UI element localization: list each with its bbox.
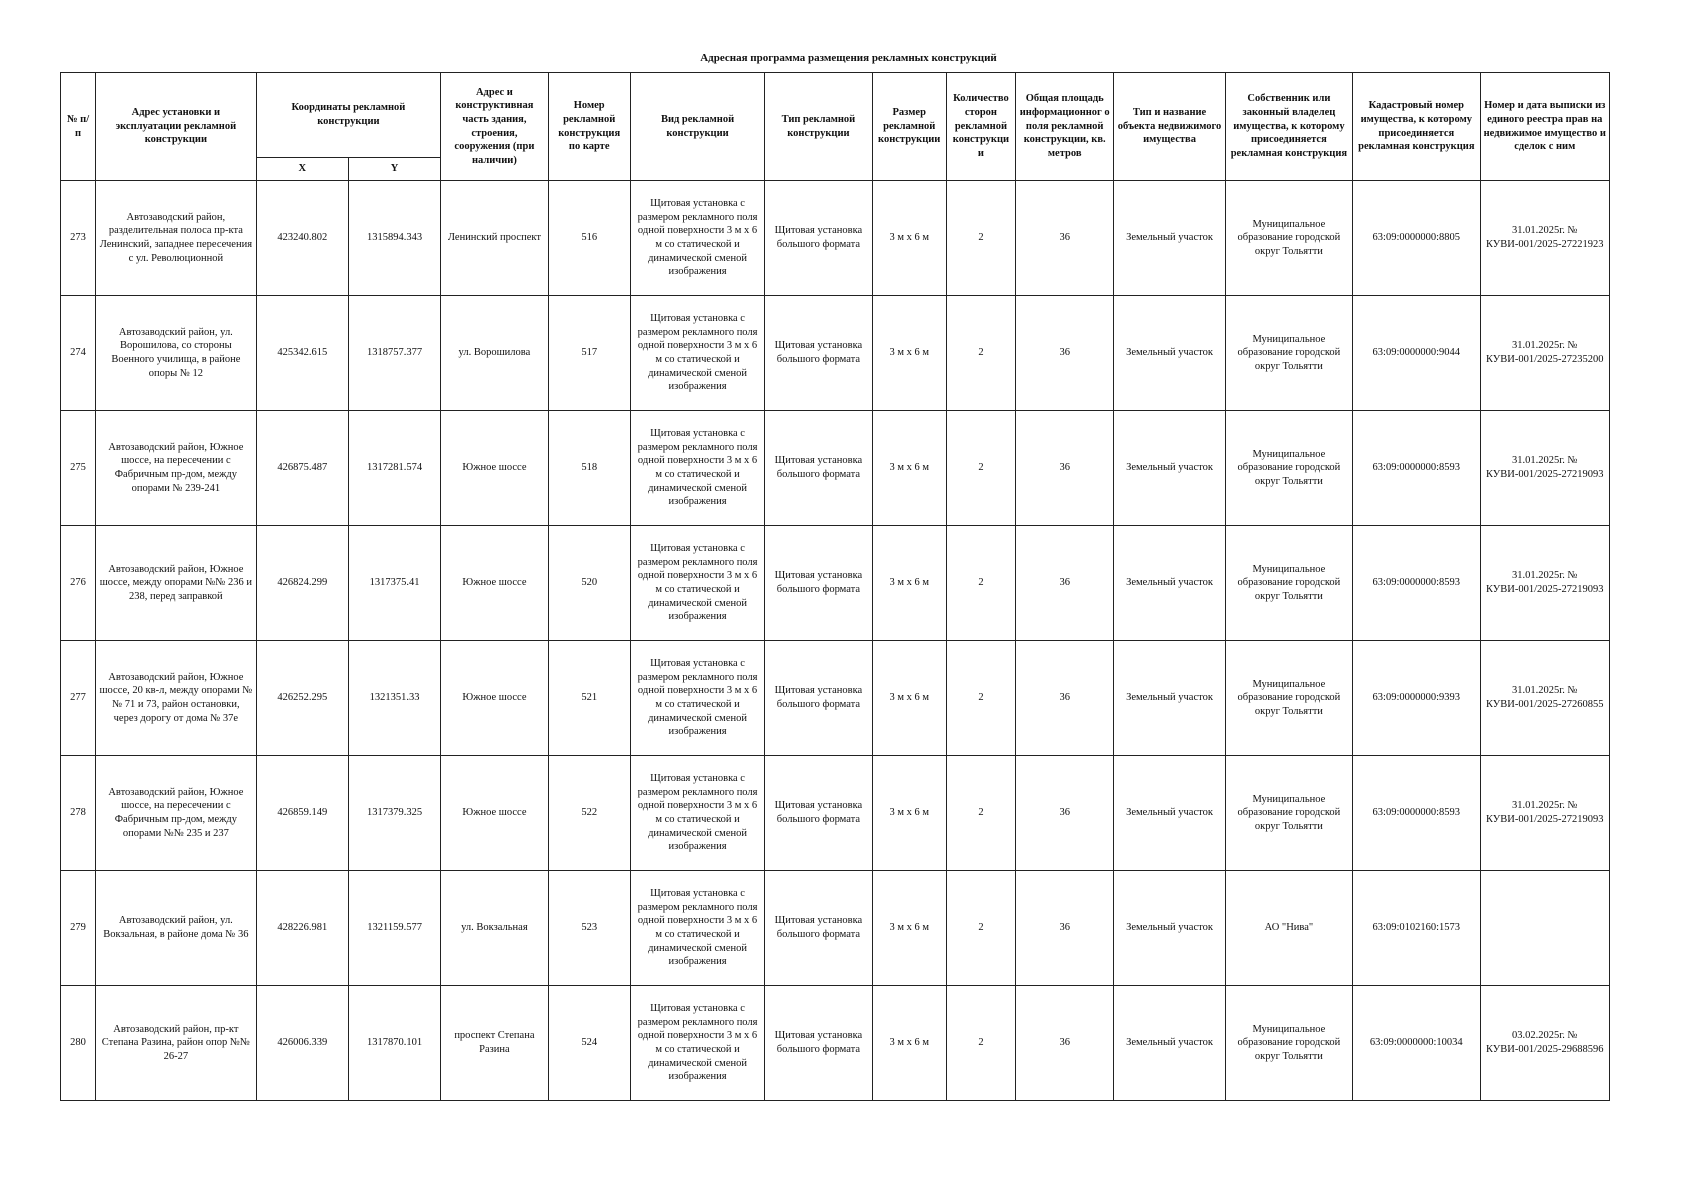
cell-type: Щитовая установка большого формата: [765, 641, 872, 756]
table-row: [61, 641, 1610, 756]
header-cadastral: Кадастровый номер имущества, к которому присоединяется рекламная конструкция: [1353, 73, 1480, 181]
cell-x: 426006.339: [256, 986, 348, 1101]
cell-num: 274: [61, 296, 96, 411]
cell-property: Земельный участок: [1114, 756, 1225, 871]
header-num: № п/п: [61, 73, 96, 181]
cell-size: 3 м х 6 м: [872, 641, 946, 756]
cell-size: 3 м х 6 м: [872, 526, 946, 641]
cell-area: 36: [1016, 986, 1114, 1101]
cell-building: Южное шоссе: [441, 641, 548, 756]
cell-y: 1321351.33: [348, 641, 440, 756]
cell-registry: 03.02.2025г. № КУВИ-001/2025-29688596: [1480, 986, 1609, 1101]
cell-x: 426859.149: [256, 756, 348, 871]
cell-kind: Щитовая установка с размером рекламного поля одной поверхности 3 м х 6 м со статической и динамической сменой изображения: [630, 296, 764, 411]
cell-map-no: 517: [548, 296, 630, 411]
cell-type: Щитовая установка большого формата: [765, 526, 872, 641]
cell-cadastral: 63:09:0000000:8593: [1353, 411, 1480, 526]
cell-size: 3 м х 6 м: [872, 871, 946, 986]
cell-registry: 31.01.2025г. № КУВИ-001/2025-27219093: [1480, 756, 1609, 871]
table-row: [61, 526, 1610, 641]
cell-num: 273: [61, 181, 96, 296]
cell-owner: Муниципальное образование городской округ Тольятти: [1225, 296, 1352, 411]
cell-building: Южное шоссе: [441, 411, 548, 526]
cell-registry: [1480, 871, 1609, 986]
cell-y: 1315894.343: [348, 181, 440, 296]
cell-sides: 2: [946, 296, 1015, 411]
cell-registry: 31.01.2025г. № КУВИ-001/2025-27235200: [1480, 296, 1609, 411]
cell-building: ул. Ворошилова: [441, 296, 548, 411]
header-y: Y: [348, 158, 440, 181]
cell-sides: 2: [946, 526, 1015, 641]
table-row: [61, 411, 1610, 526]
cell-area: 36: [1016, 641, 1114, 756]
table-row: [61, 181, 1610, 296]
cell-num: 277: [61, 641, 96, 756]
cell-address: Автозаводский район, пр-кт Степана Разина, район опор №№ 26-27: [96, 986, 257, 1101]
cell-cadastral: 63:09:0000000:8593: [1353, 756, 1480, 871]
cell-cadastral: 63:09:0000000:8593: [1353, 526, 1480, 641]
cell-owner: Муниципальное образование городской округ Тольятти: [1225, 641, 1352, 756]
cell-registry: 31.01.2025г. № КУВИ-001/2025-27219093: [1480, 526, 1609, 641]
cell-registry: 31.01.2025г. № КУВИ-001/2025-27219093: [1480, 411, 1609, 526]
cell-cadastral: 63:09:0000000:10034: [1353, 986, 1480, 1101]
cell-address: Автозаводский район, Южное шоссе, на пересечении с Фабричным пр-дом, между опорами № 239-241: [96, 411, 257, 526]
cell-area: 36: [1016, 181, 1114, 296]
header-area: Общая площадь информационног о поля рекламной конструкции, кв. метров: [1016, 73, 1114, 181]
cell-kind: Щитовая установка с размером рекламного поля одной поверхности 3 м х 6 м со статической и динамической сменой изображения: [630, 641, 764, 756]
cell-map-no: 518: [548, 411, 630, 526]
cell-owner: Муниципальное образование городской округ Тольятти: [1225, 756, 1352, 871]
table-row: [61, 296, 1610, 411]
cell-building: проспект Степана Разина: [441, 986, 548, 1101]
header-map-no: Номер рекламной конструкция по карте: [548, 73, 630, 181]
cell-property: Земельный участок: [1114, 296, 1225, 411]
cell-address: Автозаводский район, Южное шоссе, 20 кв-л, между опорами №№ 71 и 73, район остановки, через дорогу от дома № 37е: [96, 641, 257, 756]
cell-size: 3 м х 6 м: [872, 986, 946, 1101]
cell-map-no: 524: [548, 986, 630, 1101]
cell-area: 36: [1016, 526, 1114, 641]
cell-sides: 2: [946, 411, 1015, 526]
cell-owner: Муниципальное образование городской округ Тольятти: [1225, 526, 1352, 641]
cell-address: Автозаводский район, Южное шоссе, между опорами №№ 236 и 238, перед заправкой: [96, 526, 257, 641]
cell-owner: АО "Нива": [1225, 871, 1352, 986]
cell-area: 36: [1016, 756, 1114, 871]
cell-y: 1317379.325: [348, 756, 440, 871]
header-owner: Собственник или законный владелец имущества, к которому присоединяется рекламная конструкция: [1225, 73, 1352, 181]
advertising-program-table: [60, 72, 1610, 1101]
cell-sides: 2: [946, 986, 1015, 1101]
cell-map-no: 522: [548, 756, 630, 871]
cell-kind: Щитовая установка с размером рекламного поля одной поверхности 3 м х 6 м со статической и динамической сменой изображения: [630, 756, 764, 871]
page-title: Адресная программа размещения рекламных конструкций: [700, 52, 997, 64]
cell-owner: Муниципальное образование городской округ Тольятти: [1225, 411, 1352, 526]
cell-building: Южное шоссе: [441, 526, 548, 641]
cell-address: Автозаводский район, ул. Ворошилова, со стороны Военного училища, в районе опоры № 12: [96, 296, 257, 411]
cell-x: 426824.299: [256, 526, 348, 641]
cell-property: Земельный участок: [1114, 411, 1225, 526]
table-row: [61, 986, 1610, 1101]
cell-address: Автозаводский район, ул. Вокзальная, в районе дома № 36: [96, 871, 257, 986]
header-sides: Количество сторон рекламной конструкции: [946, 73, 1015, 181]
cell-y: 1317870.101: [348, 986, 440, 1101]
cell-y: 1317375.41: [348, 526, 440, 641]
header-coords: Координаты рекламной конструкции: [256, 73, 441, 158]
cell-size: 3 м х 6 м: [872, 411, 946, 526]
cell-size: 3 м х 6 м: [872, 296, 946, 411]
cell-sides: 2: [946, 181, 1015, 296]
cell-num: 278: [61, 756, 96, 871]
cell-property: Земельный участок: [1114, 641, 1225, 756]
cell-type: Щитовая установка большого формата: [765, 986, 872, 1101]
cell-cadastral: 63:09:0000000:9393: [1353, 641, 1480, 756]
cell-property: Земельный участок: [1114, 871, 1225, 986]
cell-y: 1318757.377: [348, 296, 440, 411]
cell-type: Щитовая установка большого формата: [765, 756, 872, 871]
cell-area: 36: [1016, 411, 1114, 526]
header-address: Адрес установки и эксплуатации рекламной конструкции: [96, 73, 257, 181]
cell-property: Земельный участок: [1114, 986, 1225, 1101]
header-kind: Вид рекламной конструкции: [630, 73, 764, 181]
cell-map-no: 523: [548, 871, 630, 986]
cell-type: Щитовая установка большого формата: [765, 181, 872, 296]
cell-sides: 2: [946, 871, 1015, 986]
cell-address: Автозаводский район, разделительная полоса пр-кта Ленинский, западнее пересечения с ул. Революционной: [96, 181, 257, 296]
cell-sides: 2: [946, 641, 1015, 756]
cell-x: 425342.615: [256, 296, 348, 411]
cell-x: 428226.981: [256, 871, 348, 986]
cell-property: Земельный участок: [1114, 526, 1225, 641]
cell-size: 3 м х 6 м: [872, 181, 946, 296]
cell-kind: Щитовая установка с размером рекламного поля одной поверхности 3 м х 6 м со статической и динамической сменой изображения: [630, 181, 764, 296]
cell-cadastral: 63:09:0000000:8805: [1353, 181, 1480, 296]
cell-cadastral: 63:09:0000000:9044: [1353, 296, 1480, 411]
cell-type: Щитовая установка большого формата: [765, 296, 872, 411]
cell-building: Южное шоссе: [441, 756, 548, 871]
cell-sides: 2: [946, 756, 1015, 871]
cell-kind: Щитовая установка с размером рекламного поля одной поверхности 3 м х 6 м со статической и динамической сменой изображения: [630, 986, 764, 1101]
cell-x: 423240.802: [256, 181, 348, 296]
cell-kind: Щитовая установка с размером рекламного поля одной поверхности 3 м х 6 м со статической и динамической сменой изображения: [630, 411, 764, 526]
cell-map-no: 521: [548, 641, 630, 756]
cell-cadastral: 63:09:0102160:1573: [1353, 871, 1480, 986]
cell-x: 426252.295: [256, 641, 348, 756]
cell-y: 1317281.574: [348, 411, 440, 526]
cell-num: 275: [61, 411, 96, 526]
table-row: [61, 871, 1610, 986]
header-size: Размер рекламной конструкции: [872, 73, 946, 181]
cell-map-no: 516: [548, 181, 630, 296]
cell-x: 426875.487: [256, 411, 348, 526]
cell-num: 276: [61, 526, 96, 641]
cell-y: 1321159.577: [348, 871, 440, 986]
cell-num: 280: [61, 986, 96, 1101]
table-row: [61, 756, 1610, 871]
table-body: [61, 181, 1610, 1101]
cell-registry: 31.01.2025г. № КУВИ-001/2025-27221923: [1480, 181, 1609, 296]
cell-kind: Щитовая установка с размером рекламного поля одной поверхности 3 м х 6 м со статической и динамической сменой изображения: [630, 526, 764, 641]
header-x: X: [256, 158, 348, 181]
cell-kind: Щитовая установка с размером рекламного поля одной поверхности 3 м х 6 м со статической и динамической сменой изображения: [630, 871, 764, 986]
cell-type: Щитовая установка большого формата: [765, 411, 872, 526]
cell-map-no: 520: [548, 526, 630, 641]
cell-property: Земельный участок: [1114, 181, 1225, 296]
cell-size: 3 м х 6 м: [872, 756, 946, 871]
cell-area: 36: [1016, 296, 1114, 411]
cell-owner: Муниципальное образование городской округ Тольятти: [1225, 986, 1352, 1101]
header-type: Тип рекламной конструкции: [765, 73, 872, 181]
cell-building: Ленинский проспект: [441, 181, 548, 296]
cell-num: 279: [61, 871, 96, 986]
cell-type: Щитовая установка большого формата: [765, 871, 872, 986]
cell-building: ул. Вокзальная: [441, 871, 548, 986]
cell-registry: 31.01.2025г. № КУВИ-001/2025-27260855: [1480, 641, 1609, 756]
header-registry: Номер и дата выписки из единого реестра прав на недвижимое имущество и сделок с ним: [1480, 73, 1609, 181]
cell-area: 36: [1016, 871, 1114, 986]
header-building: Адрес и конструктивная часть здания, строения, сооружения (при наличии): [441, 73, 548, 181]
cell-address: Автозаводский район, Южное шоссе, на пересечении с Фабричным пр-дом, между опорами №№ 235 и 237: [96, 756, 257, 871]
cell-owner: Муниципальное образование городской округ Тольятти: [1225, 181, 1352, 296]
header-property: Тип и название объекта недвижимого имущества: [1114, 73, 1225, 181]
